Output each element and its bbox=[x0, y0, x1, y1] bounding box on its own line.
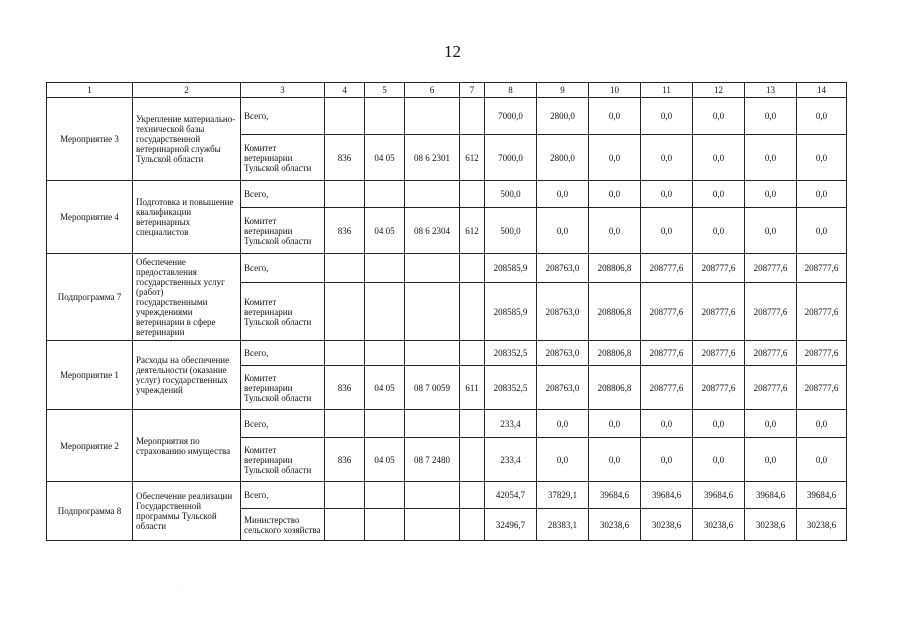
amount-cell: 0,0 bbox=[589, 208, 641, 254]
amount-cell: 208777,6 bbox=[797, 366, 847, 410]
amount-cell: 30238,6 bbox=[589, 509, 641, 541]
amount-cell: 208777,6 bbox=[641, 283, 693, 341]
amount-cell: 2800,0 bbox=[537, 98, 589, 135]
code-cell bbox=[325, 254, 365, 283]
total-row bbox=[47, 410, 847, 438]
program-description: Подготовка и повышение квалификации ветеринарных специалистов bbox=[133, 181, 241, 254]
code-cell bbox=[460, 98, 485, 135]
amount-cell: 0,0 bbox=[537, 438, 589, 482]
executor-cell: Комитет ветеринарии Тульской области bbox=[241, 283, 325, 341]
amount-cell: 0,0 bbox=[537, 208, 589, 254]
amount-cell: 208777,6 bbox=[641, 366, 693, 410]
code-cell bbox=[365, 341, 405, 366]
budget-table bbox=[46, 82, 847, 541]
column-number: 12 bbox=[693, 83, 745, 98]
amount-cell: 0,0 bbox=[693, 135, 745, 181]
code-cell bbox=[365, 283, 405, 341]
code-cell bbox=[365, 98, 405, 135]
code-cell bbox=[325, 98, 365, 135]
total-row bbox=[47, 98, 847, 135]
program-description: Расходы на обеспечение деятельности (оказание услуг) государственных учреждений bbox=[133, 341, 241, 410]
program-label: Мероприятие 4 bbox=[47, 181, 133, 254]
total-row bbox=[47, 341, 847, 366]
amount-cell: 0,0 bbox=[641, 438, 693, 482]
code-cell bbox=[365, 509, 405, 541]
amount-cell: 0,0 bbox=[589, 410, 641, 438]
amount-cell: 208352,5 bbox=[485, 366, 537, 410]
code-cell: 836 bbox=[325, 366, 365, 410]
amount-cell: 0,0 bbox=[693, 208, 745, 254]
amount-cell: 208763,0 bbox=[537, 341, 589, 366]
code-cell bbox=[405, 482, 460, 509]
executor-cell: Комитет ветеринарии Тульской области bbox=[241, 135, 325, 181]
amount-cell: 0,0 bbox=[797, 98, 847, 135]
code-cell: 04 05 bbox=[365, 366, 405, 410]
amount-cell: 0,0 bbox=[641, 410, 693, 438]
scan-speck: · · bbox=[178, 584, 184, 590]
total-row bbox=[47, 181, 847, 208]
amount-cell: 37829,1 bbox=[537, 482, 589, 509]
program-label: Мероприятие 3 bbox=[47, 98, 133, 181]
column-number: 7 bbox=[460, 83, 485, 98]
amount-cell: 500,0 bbox=[485, 181, 537, 208]
program-description: Обеспечение реализации Государственной программы Тульской области bbox=[133, 482, 241, 541]
amount-cell: 0,0 bbox=[589, 135, 641, 181]
code-cell bbox=[325, 410, 365, 438]
executor-cell: Всего, bbox=[241, 181, 325, 208]
code-cell: 836 bbox=[325, 438, 365, 482]
executor-cell: Всего, bbox=[241, 482, 325, 509]
code-cell bbox=[405, 181, 460, 208]
amount-cell: 39684,6 bbox=[797, 482, 847, 509]
amount-cell: 28383,1 bbox=[537, 509, 589, 541]
column-number: 13 bbox=[745, 83, 797, 98]
amount-cell: 208806,8 bbox=[589, 254, 641, 283]
amount-cell: 208585,9 bbox=[485, 283, 537, 341]
amount-cell: 0,0 bbox=[745, 438, 797, 482]
amount-cell: 208777,6 bbox=[693, 366, 745, 410]
amount-cell: 0,0 bbox=[693, 98, 745, 135]
executor-cell: Министерство сельского хозяйства bbox=[241, 509, 325, 541]
code-cell bbox=[460, 410, 485, 438]
amount-cell: 7000,0 bbox=[485, 98, 537, 135]
amount-cell: 0,0 bbox=[745, 208, 797, 254]
code-cell bbox=[460, 438, 485, 482]
code-cell: 04 05 bbox=[365, 135, 405, 181]
amount-cell: 208777,6 bbox=[641, 341, 693, 366]
amount-cell: 0,0 bbox=[797, 181, 847, 208]
amount-cell: 39684,6 bbox=[589, 482, 641, 509]
column-number: 3 bbox=[241, 83, 325, 98]
code-cell bbox=[365, 254, 405, 283]
amount-cell: 42054,7 bbox=[485, 482, 537, 509]
program-description: Обеспечение предоставления государственных услуг (работ) государственными учреждениями ветеринарии в сфере ветеринарии bbox=[133, 254, 241, 341]
amount-cell: 208777,6 bbox=[693, 254, 745, 283]
amount-cell: 7000,0 bbox=[485, 135, 537, 181]
amount-cell: 0,0 bbox=[745, 98, 797, 135]
column-number-row bbox=[47, 83, 847, 98]
code-cell: 04 05 bbox=[365, 208, 405, 254]
amount-cell: 0,0 bbox=[589, 98, 641, 135]
amount-cell: 208777,6 bbox=[797, 283, 847, 341]
code-cell: 836 bbox=[325, 135, 365, 181]
code-cell bbox=[460, 341, 485, 366]
code-cell bbox=[325, 283, 365, 341]
program-label: Подпрограмма 7 bbox=[47, 254, 133, 341]
column-number: 11 bbox=[641, 83, 693, 98]
column-number: 10 bbox=[589, 83, 641, 98]
amount-cell: 2800,0 bbox=[537, 135, 589, 181]
column-number: 8 bbox=[485, 83, 537, 98]
amount-cell: 208352,5 bbox=[485, 341, 537, 366]
code-cell: 08 6 2304 bbox=[405, 208, 460, 254]
total-row bbox=[47, 482, 847, 509]
executor-cell: Всего, bbox=[241, 98, 325, 135]
code-cell bbox=[460, 509, 485, 541]
amount-cell: 208806,8 bbox=[589, 366, 641, 410]
executor-cell: Комитет ветеринарии Тульской области bbox=[241, 438, 325, 482]
amount-cell: 208777,6 bbox=[745, 366, 797, 410]
column-number: 14 bbox=[797, 83, 847, 98]
total-row bbox=[47, 254, 847, 283]
code-cell bbox=[365, 482, 405, 509]
amount-cell: 39684,6 bbox=[641, 482, 693, 509]
code-cell bbox=[405, 341, 460, 366]
amount-cell: 208777,6 bbox=[641, 254, 693, 283]
code-cell: 08 7 2480 bbox=[405, 438, 460, 482]
amount-cell: 0,0 bbox=[693, 181, 745, 208]
page-number: 12 bbox=[444, 42, 461, 61]
amount-cell: 30238,6 bbox=[641, 509, 693, 541]
amount-cell: 208585,9 bbox=[485, 254, 537, 283]
amount-cell: 208777,6 bbox=[797, 254, 847, 283]
program-description: Мероприятия по страхованию имущества bbox=[133, 410, 241, 482]
code-cell bbox=[365, 410, 405, 438]
code-cell: 04 05 bbox=[365, 438, 405, 482]
amount-cell: 30238,6 bbox=[797, 509, 847, 541]
amount-cell: 39684,6 bbox=[693, 482, 745, 509]
amount-cell: 0,0 bbox=[797, 438, 847, 482]
column-number: 6 bbox=[405, 83, 460, 98]
column-number: 5 bbox=[365, 83, 405, 98]
code-cell bbox=[460, 283, 485, 341]
amount-cell: 0,0 bbox=[745, 410, 797, 438]
amount-cell: 208777,6 bbox=[797, 341, 847, 366]
amount-cell: 0,0 bbox=[641, 135, 693, 181]
code-cell bbox=[460, 181, 485, 208]
code-cell: 612 bbox=[460, 208, 485, 254]
code-cell: 836 bbox=[325, 208, 365, 254]
program-description: Укрепление материально-технической базы государственной ветеринарной службы Тульской области bbox=[133, 98, 241, 181]
amount-cell: 0,0 bbox=[797, 410, 847, 438]
code-cell: 08 7 0059 bbox=[405, 366, 460, 410]
executor-cell: Всего, bbox=[241, 410, 325, 438]
amount-cell: 0,0 bbox=[797, 208, 847, 254]
code-cell bbox=[460, 254, 485, 283]
code-cell bbox=[405, 509, 460, 541]
code-cell bbox=[325, 341, 365, 366]
amount-cell: 500,0 bbox=[485, 208, 537, 254]
amount-cell: 208763,0 bbox=[537, 254, 589, 283]
amount-cell: 233,4 bbox=[485, 438, 537, 482]
amount-cell: 0,0 bbox=[797, 135, 847, 181]
amount-cell: 208806,8 bbox=[589, 341, 641, 366]
amount-cell: 208777,6 bbox=[693, 283, 745, 341]
amount-cell: 208777,6 bbox=[693, 341, 745, 366]
column-number: 4 bbox=[325, 83, 365, 98]
column-number: 1 bbox=[47, 83, 133, 98]
amount-cell: 0,0 bbox=[745, 181, 797, 208]
program-label: Мероприятие 2 bbox=[47, 410, 133, 482]
code-cell bbox=[365, 181, 405, 208]
code-cell: 08 6 2301 bbox=[405, 135, 460, 181]
executor-cell: Всего, bbox=[241, 341, 325, 366]
executor-cell: Всего, bbox=[241, 254, 325, 283]
program-label: Подпрограмма 8 bbox=[47, 482, 133, 541]
code-cell bbox=[325, 509, 365, 541]
executor-cell: Комитет ветеринарии Тульской области bbox=[241, 208, 325, 254]
code-cell: 612 bbox=[460, 135, 485, 181]
column-number: 9 bbox=[537, 83, 589, 98]
code-cell: 611 bbox=[460, 366, 485, 410]
amount-cell: 30238,6 bbox=[693, 509, 745, 541]
amount-cell: 208777,6 bbox=[745, 283, 797, 341]
program-label: Мероприятие 1 bbox=[47, 341, 133, 410]
amount-cell: 0,0 bbox=[641, 181, 693, 208]
code-cell bbox=[405, 283, 460, 341]
code-cell bbox=[405, 98, 460, 135]
amount-cell: 208777,6 bbox=[745, 254, 797, 283]
code-cell bbox=[325, 181, 365, 208]
amount-cell: 0,0 bbox=[745, 135, 797, 181]
amount-cell: 39684,6 bbox=[745, 482, 797, 509]
amount-cell: 0,0 bbox=[589, 181, 641, 208]
code-cell bbox=[405, 410, 460, 438]
amount-cell: 32496,7 bbox=[485, 509, 537, 541]
amount-cell: 233,4 bbox=[485, 410, 537, 438]
amount-cell: 0,0 bbox=[537, 410, 589, 438]
code-cell bbox=[405, 254, 460, 283]
amount-cell: 0,0 bbox=[641, 98, 693, 135]
amount-cell: 30238,6 bbox=[745, 509, 797, 541]
amount-cell: 208777,6 bbox=[745, 341, 797, 366]
code-cell bbox=[460, 482, 485, 509]
amount-cell: 0,0 bbox=[537, 181, 589, 208]
amount-cell: 208763,0 bbox=[537, 366, 589, 410]
code-cell bbox=[325, 482, 365, 509]
amount-cell: 0,0 bbox=[693, 438, 745, 482]
amount-cell: 208806,8 bbox=[589, 283, 641, 341]
amount-cell: 0,0 bbox=[693, 410, 745, 438]
amount-cell: 0,0 bbox=[641, 208, 693, 254]
amount-cell: 0,0 bbox=[589, 438, 641, 482]
executor-cell: Комитет ветеринарии Тульской области bbox=[241, 366, 325, 410]
amount-cell: 208763,0 bbox=[537, 283, 589, 341]
column-number: 2 bbox=[133, 83, 241, 98]
